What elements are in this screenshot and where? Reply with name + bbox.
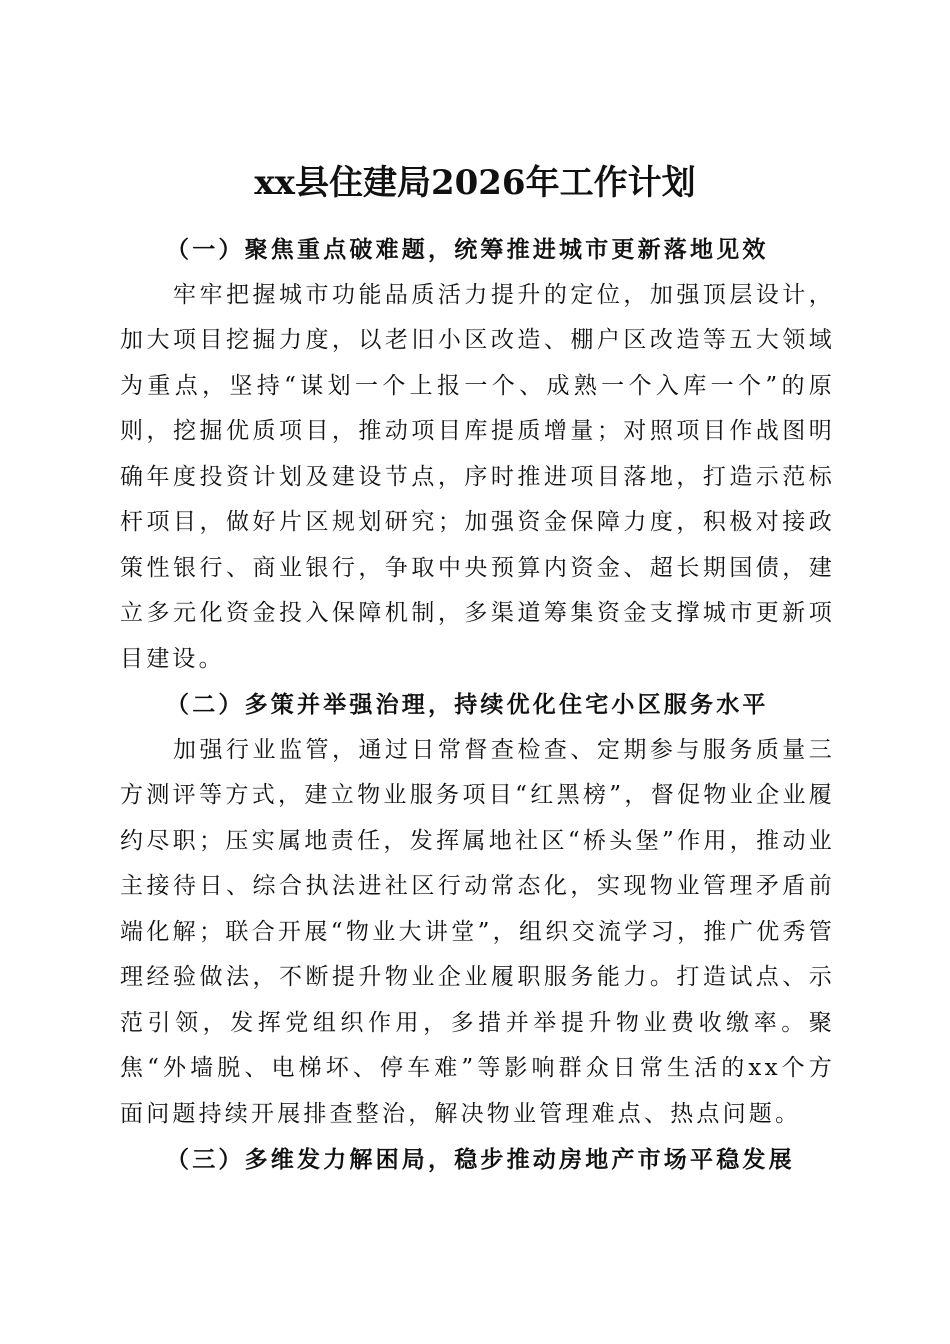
- section-heading-2: （二）多策并举强治理，持续优化住宅小区服务水平: [166, 691, 769, 718]
- section-heading-1: （一）聚焦重点破难题，统筹推进城市更新落地见效: [166, 236, 769, 263]
- document-body: [120, 227, 835, 1183]
- section-heading-3: （三）多维发力解困局，稳步推动房地产市场平稳发展: [166, 1146, 795, 1173]
- document-title: xx县住建局2026年工作计划: [254, 162, 696, 203]
- section-paragraph-1: 牢牢把握城市功能品质活力提升的定位，加强顶层设计，加大项目挖掘力度，以老旧小区改造、棚户区改造等五大领域为重点，坚持“谋划一个上报一个、成熟一个入库一个”的原则，挖掘优质项目，推动项目库提质增量；对照项目作战图明确年度投资计划及建设节点，序时推进项目落地，打造示范标杆项目，做好片区规划研究；加强资金保障力度，积极对接政策性银行、商业银行，争取中央预算内资金、超长期国债，建立多元化资金投入保障机制，多渠道筹集资金支撑城市更新项目建设。: [120, 281, 835, 672]
- section-paragraph-2: 加强行业监管，通过日常督查检查、定期参与服务质量三方测评等方式，建立物业服务项目“红黑榜”，督促物业企业履约尽职；压实属地责任，发挥属地社区“桥头堡”作用，推动业主接待日、综合执法进社区行动常态化，实现物业管理矛盾前端化解；联合开展“物业大讲堂”，组织交流学习，推广优秀管理经验做法，不断提升物业企业履职服务能力。打造试点、示范引领，发挥党组织作用，多措并举提升物业费收缴率。聚焦“外墙脱、电梯坏、停车难”等影响群众日常生活的xx个方面问题持续开展排查整治，解决物业管理难点、热点问题。: [120, 736, 835, 1127]
